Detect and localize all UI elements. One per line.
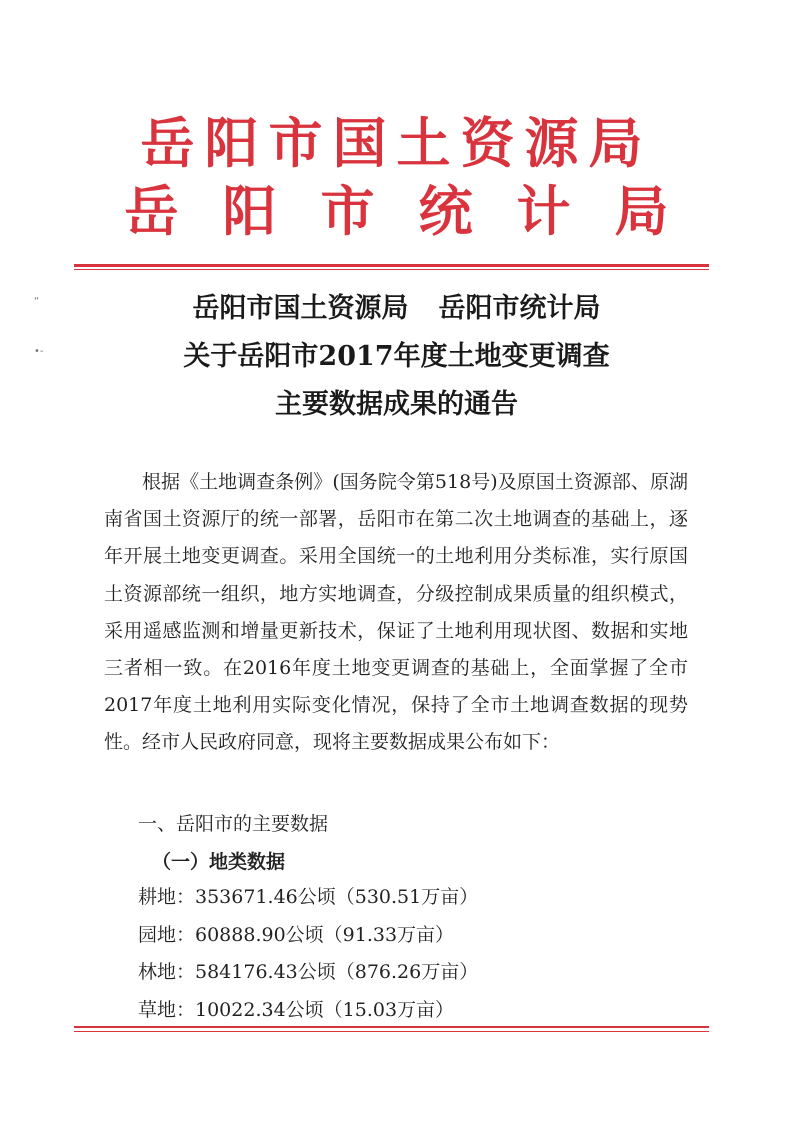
document-title-line-2: 关于岳阳市2017年度土地变更调查	[183, 341, 610, 372]
letterhead-divider-thin	[74, 269, 709, 270]
document-title-line-3: 主要数据成果的通告	[275, 389, 518, 420]
land-data-item: 林地：584176.43公顷（876.26万亩）	[138, 961, 479, 983]
land-data-item: 耕地：353671.46公顷（530.51万亩）	[138, 886, 479, 908]
letterhead-line-2: 岳阳市统计局	[124, 180, 713, 243]
body-paragraph: 根据《土地调查条例》(国务院令第518号)及原国土资源部、原湖南省国土资源厅的统一部署，岳阳市在第二次土地调查的基础上，逐年开展土地变更调查。采用全国统一的土地利用分类标准，实行原国土资源部统一组织，地方实地调查，分级控制成果质量的组织模式，采用遥感监测和增量更新技术，保证了土地利用现状图、数据和实地三者相一致。在2016年度土地变更调查的基础上，全面掌握了全市2017年度土地利用实际变化情况，保持了全市土地调查数据的现势性。经市人民政府同意，现将主要数据成果公布如下：	[104, 471, 688, 754]
section-heading: 一、岳阳市的主要数据	[138, 813, 329, 835]
margin-mark-2: •-	[34, 346, 44, 357]
letterhead-line-1: 岳阳市国土资源局	[140, 112, 653, 175]
issuer-b: 岳阳市统计局	[438, 293, 601, 324]
subsection-heading: （一）地类数据	[152, 851, 286, 873]
footer-divider-thin	[74, 1031, 709, 1032]
footer-divider	[74, 1026, 709, 1028]
issuer-a: 岳阳市国土资源局	[192, 293, 409, 324]
document-title-issuers	[0, 292, 793, 326]
land-data-item: 园地：60888.90公顷（91.33万亩）	[138, 924, 455, 946]
margin-mark-1: “	[34, 296, 40, 307]
letterhead-divider	[74, 264, 709, 267]
land-data-item: 草地：10022.34公顷（15.03万亩）	[138, 999, 455, 1021]
